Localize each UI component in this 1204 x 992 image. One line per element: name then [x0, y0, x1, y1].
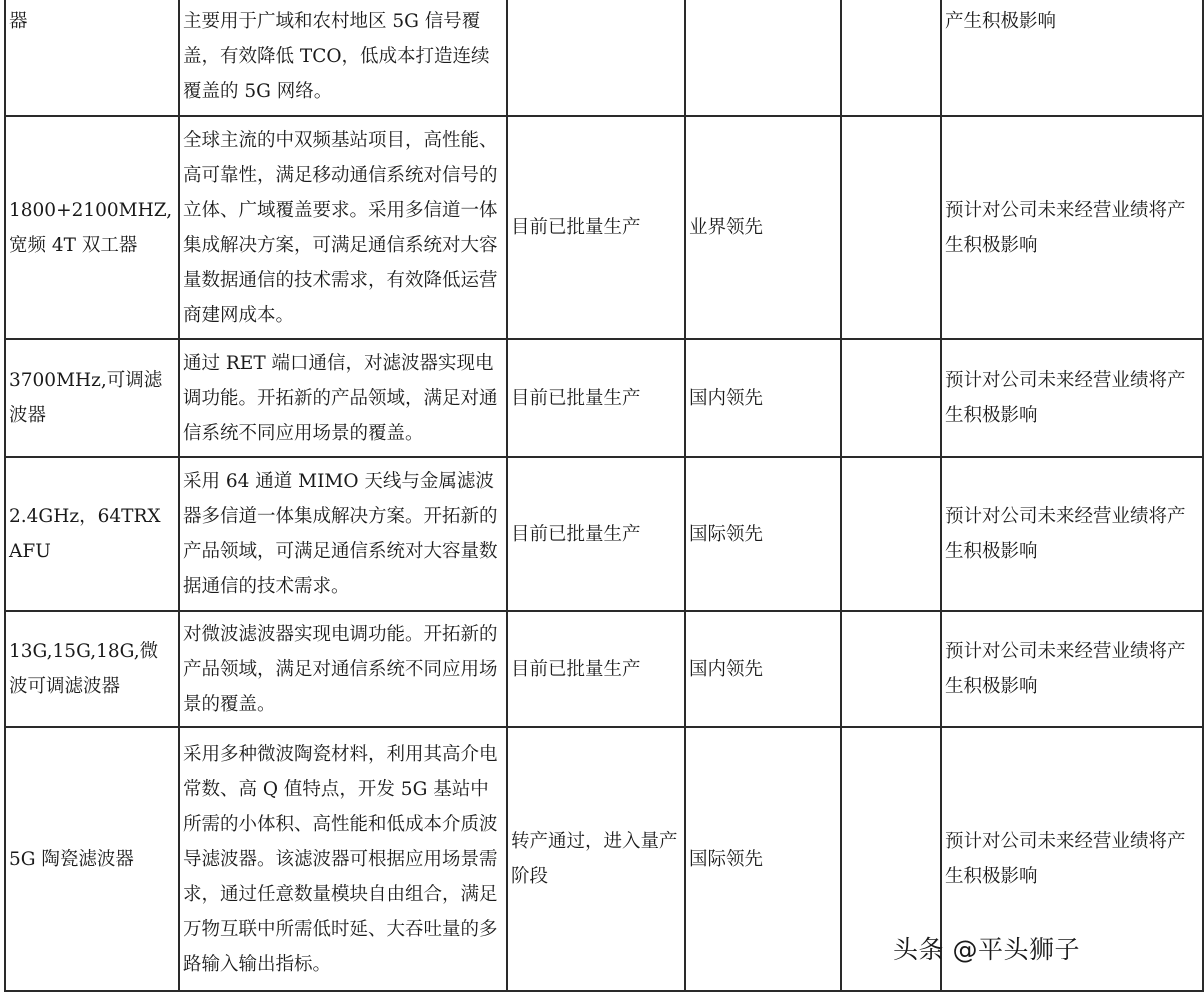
product-name-cell: 5G 陶瓷滤波器: [5, 727, 179, 991]
description-cell: 采用多种微波陶瓷材料，利用其高介电常数、高 Q 值特点，开发 5G 基站中所需的小体积、高性能和低成本介质波导滤波器。该滤波器可根据应用场景需求，通过任意数量模块自由组合，满足万物互联中所需低时延、大吞吐量的多路输入输出指标。: [179, 727, 507, 991]
table-row: [5, 116, 1203, 339]
level-cell: 国际领先: [685, 727, 841, 991]
status-cell: 转产通过，进入量产阶段: [507, 727, 685, 991]
table-row: [5, 457, 1203, 611]
impact-cell: 预计对公司未来经营业绩将产生积极影响: [941, 339, 1203, 457]
level-cell: 业界领先: [685, 116, 841, 339]
table-row: [5, 611, 1203, 727]
impact-cell: 产生积极影响: [941, 0, 1203, 116]
impact-cell: 预计对公司未来经营业绩将产生积极影响: [941, 611, 1203, 727]
description-cell: 采用 64 通道 MIMO 天线与金属滤波器多信道一体集成解决方案。开拓新的产品领域，可满足通信系统对大容量数据通信的技术需求。: [179, 457, 507, 611]
level-cell: 国内领先: [685, 611, 841, 727]
status-cell: 目前已批量生产: [507, 611, 685, 727]
impact-cell: 预计对公司未来经营业绩将产生积极影响: [941, 457, 1203, 611]
status-cell: 目前已批量生产: [507, 457, 685, 611]
description-cell: 主要用于广域和农村地区 5G 信号覆盖，有效降低 TCO，低成本打造连续覆盖的 5G 网络。: [179, 0, 507, 116]
level-cell: 国际领先: [685, 457, 841, 611]
empty-cell: [841, 339, 941, 457]
impact-cell: 预计对公司未来经营业绩将产生积极影响: [941, 727, 1203, 991]
status-cell: [507, 0, 685, 116]
description-cell: 通过 RET 端口通信，对滤波器实现电调功能。开拓新的产品领域，满足对通信系统不同应用场景的覆盖。: [179, 339, 507, 457]
status-cell: 目前已批量生产: [507, 116, 685, 339]
table-row: [5, 339, 1203, 457]
description-cell: 对微波滤波器实现电调功能。开拓新的产品领域，满足对通信系统不同应用场景的覆盖。: [179, 611, 507, 727]
status-cell: 目前已批量生产: [507, 339, 685, 457]
product-name-cell: 13G,15G,18G,微波可调滤波器: [5, 611, 179, 727]
description-cell: 全球主流的中双频基站项目，高性能、高可靠性，满足移动通信系统对信号的立体、广域覆盖要求。采用多信道一体集成解决方案，可满足通信系统对大容量数据通信的技术需求，有效降低运营商建网成本。: [179, 116, 507, 339]
product-table: [4, 0, 1204, 992]
product-name-cell: 1800+2100MHZ,宽频 4T 双工器: [5, 116, 179, 339]
level-cell: 国内领先: [685, 339, 841, 457]
empty-cell: [841, 611, 941, 727]
product-name-cell: 3700MHz,可调滤波器: [5, 339, 179, 457]
empty-cell: [841, 116, 941, 339]
empty-cell: [841, 457, 941, 611]
level-cell: [685, 0, 841, 116]
impact-cell: 预计对公司未来经营业绩将产生积极影响: [941, 116, 1203, 339]
watermark-text: 头条 @平头狮子: [893, 935, 1080, 964]
empty-cell: [841, 0, 941, 116]
product-name-cell: 器: [5, 0, 179, 116]
product-name-cell: 2.4GHz，64TRX AFU: [5, 457, 179, 611]
table-row: [5, 0, 1203, 116]
